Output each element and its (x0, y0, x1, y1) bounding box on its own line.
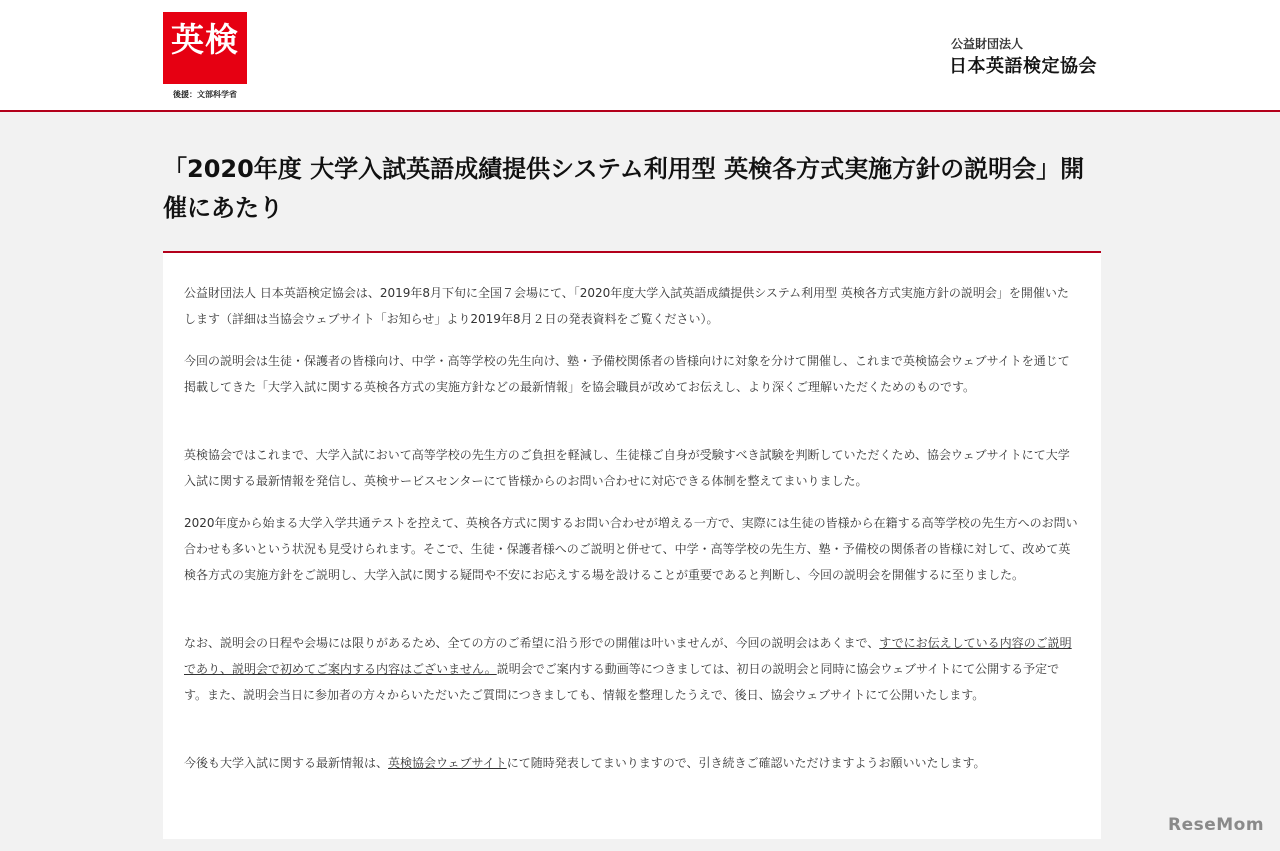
page-title: 「2020年度 大学入試英語成績提供システム利用型 英検各方式実施方針の説明会」開催にあたり (163, 155, 1085, 222)
paragraph-4: 2020年度から始まる大学入学共通テストを控えて、英検各方式に関するお問い合わせが増える一方で、実際には生徒の皆様から在籍する高等学校の先生方へのお問い合わせも多いという状況も見受けられます。そこで、生徒・保護者様へのご説明と併せて、中学・高等学校の先生方、塾・予備校の関係者の皆様に対して、改めて英検各方式の実施方針をご説明し、大学入試に関する疑問や不安にお応えする場を設けることが重要であると判断し、今回の説明会を開催するに至りました。 (184, 516, 1078, 582)
article-body (163, 253, 1101, 839)
eiken-website-link[interactable]: 英検協会ウェブサイト (388, 756, 507, 770)
paragraph-6-text-start: 今後も大学入試に関する最新情報は、 (184, 756, 389, 770)
paragraph-5 (184, 630, 1080, 708)
paragraph-1: 公益財団法人 日本英語検定協会は、2019年8月下旬に全国７会場にて、「2020年度大学入試英語成績提供システム利用型 英検各方式実施方針の説明会」を開催いたします（詳細は当協会ウェブサイト「お知らせ」より2019年8月２日の発表資料をご覧ください）。 (184, 286, 1069, 326)
site-header (0, 0, 1280, 112)
paragraph-6-text-end: にて随時発表してまいりますので、引き続きご確認いただけますようお願いいたします。 (506, 756, 986, 770)
paragraph-5-emphasis: すでにお伝えしている内容のご説明であり、説明会で初めてご案内する内容はございません。 (184, 636, 1072, 676)
logo-subtext: 後援：文部科学省 (173, 90, 237, 99)
paragraph-3: 英検協会ではこれまで、大学入試において高等学校の先生方のご負担を軽減し、生徒様ご自身が受験すべき試験を判断していただくため、協会ウェブサイトにて大学入試に関する最新情報を発信し、英検サービスセンターにて皆様からのお問い合わせに対応できる体制を整えてまいりました。 (184, 448, 1070, 488)
eiken-logo[interactable] (163, 12, 247, 84)
paragraph-5-text-end: 説明会でご案内する動画等につきましては、初日の説明会と同時に協会ウェブサイトにて公開する予定です。また、説明会当日に参加者の方々からいただいたご質問につきましても、情報を整理したうえで、後日、協会ウェブサイトにて公開いたします。 (184, 662, 1060, 702)
logo-text: 英検 (171, 20, 239, 59)
paragraph-5-text-start: なお、説明会の日程や会場には限りがあるため、全ての方のご希望に沿う形での開催は叶いませんが、今回の説明会はあくまで、 (184, 636, 880, 650)
paragraph-2: 今回の説明会は生徒・保護者の皆様向け、中学・高等学校の先生向け、塾・予備校関係者の皆様向けに対象を分けて開催し、これまで英検協会ウェブサイトを通じて掲載してきた「大学入試に関する英検各方式の実施方針などの最新情報」を協会職員が改めてお伝えし、より深くご理解いただくためのものです。 (184, 354, 1070, 394)
org-type-label: 公益財団法人 (951, 37, 1024, 51)
paragraph-6 (184, 750, 1080, 776)
resemom-watermark: ReseMom (1168, 815, 1265, 835)
org-name[interactable]: 日本英語検定協会 (949, 56, 1097, 77)
